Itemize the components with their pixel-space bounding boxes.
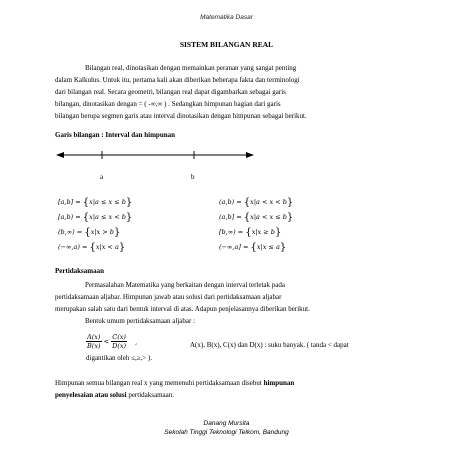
- formula-description-2: digantikan oleh ≤,≥,> ).: [86, 354, 153, 362]
- fraction-cd: $\frac{C(x)}{D(x)}$: [112, 333, 127, 350]
- closing-line-2: penyelesaian atau solusi pertidaksamaan.: [55, 391, 175, 399]
- footer-author: Danang Mursita: [203, 420, 250, 427]
- formula-general: $\frac{A(x)}{B(x)}$ < $\frac{C(x)}{D(x)}$ ,: [87, 333, 138, 350]
- pert-line-2: pertidaksamaan aljabar. Himpunan jawab atau solusi dari pertidaksamaan aljabar: [55, 293, 282, 301]
- intro-line-4: bilangan, dinotasikan dengan = ( -∞,∞ ) . Sedangkan himpunan bagian dari garis: [55, 100, 281, 108]
- label-b: b: [191, 173, 195, 181]
- formula-description: A(x), B(x), C(x) dan D(x) : suku banyak. ( tanda < dapat: [190, 341, 349, 349]
- footer-institution: Sekolah Tinggi Teknologi Telkom, Bandung: [164, 429, 289, 436]
- pert-line-3: merupakan salah satu dari bentuk interval di atas. Adapun penjelasannya diberikan berikut.: [55, 305, 310, 313]
- interval-right-1: (a,b) = {x|a < x < b}: [219, 197, 294, 208]
- interval-left-2: [a,b) = {x|a ≤ x < b}: [58, 212, 133, 223]
- running-header: Matematika Dasar: [200, 14, 253, 21]
- interval-right-2: (a,b] = {x|a < x ≤ b}: [219, 212, 294, 223]
- interval-right-3: [b,∞) = {x|x ≥ b}: [219, 227, 282, 238]
- intro-line-3: dari bilangan real. Secara geometri, bilangan real dapat digambarkan sebagai garis: [55, 88, 286, 96]
- section-heading-garis: Garis bilangan : Interval dan himpunan: [55, 131, 176, 139]
- interval-left-4: (−∞,a) = {x|x < a}: [58, 242, 126, 253]
- arrow-left-icon: [56, 152, 64, 158]
- closing-line-1: Himpunan semua bilangan real x yang memenuhi pertidaksamaan disebut himpunan: [55, 379, 295, 387]
- interval-left-3: (b,∞) = {x|x > b}: [58, 227, 121, 238]
- label-a: a: [100, 173, 104, 181]
- interval-right-4: (−∞,a] = {x|x ≤ a}: [219, 242, 287, 253]
- page-title: SISTEM BILANGAN REAL: [179, 40, 274, 49]
- pert-line-1: Permasalahan Matematika yang berkaitan dengan interval terletak pada: [85, 281, 285, 289]
- interval-left-1: [a,b] = {x|a ≤ x ≤ b}: [58, 197, 133, 208]
- fraction-ab: $\frac{A(x)}{B(x)}$: [87, 333, 101, 350]
- intro-line-1: Bilangan real, dinotasikan dengan memainkan peranan yang sangat penting: [85, 64, 297, 72]
- pert-line-4: Bentuk umum pertidaksamaan aljabar :: [85, 317, 196, 325]
- number-line: [56, 147, 254, 163]
- arrow-right-icon: [246, 152, 254, 158]
- section-heading-pertidaksamaan: Pertidaksamaan: [55, 267, 104, 275]
- intro-line-2: dalam Kalkulus. Untuk itu, pertama kali akan diberikan beberapa fakta dan terminologi: [55, 76, 300, 84]
- intro-line-5: bilangan berupa segmen garis atau interval dinotasikan dengan himpunan sebagai berikut.: [55, 112, 307, 120]
